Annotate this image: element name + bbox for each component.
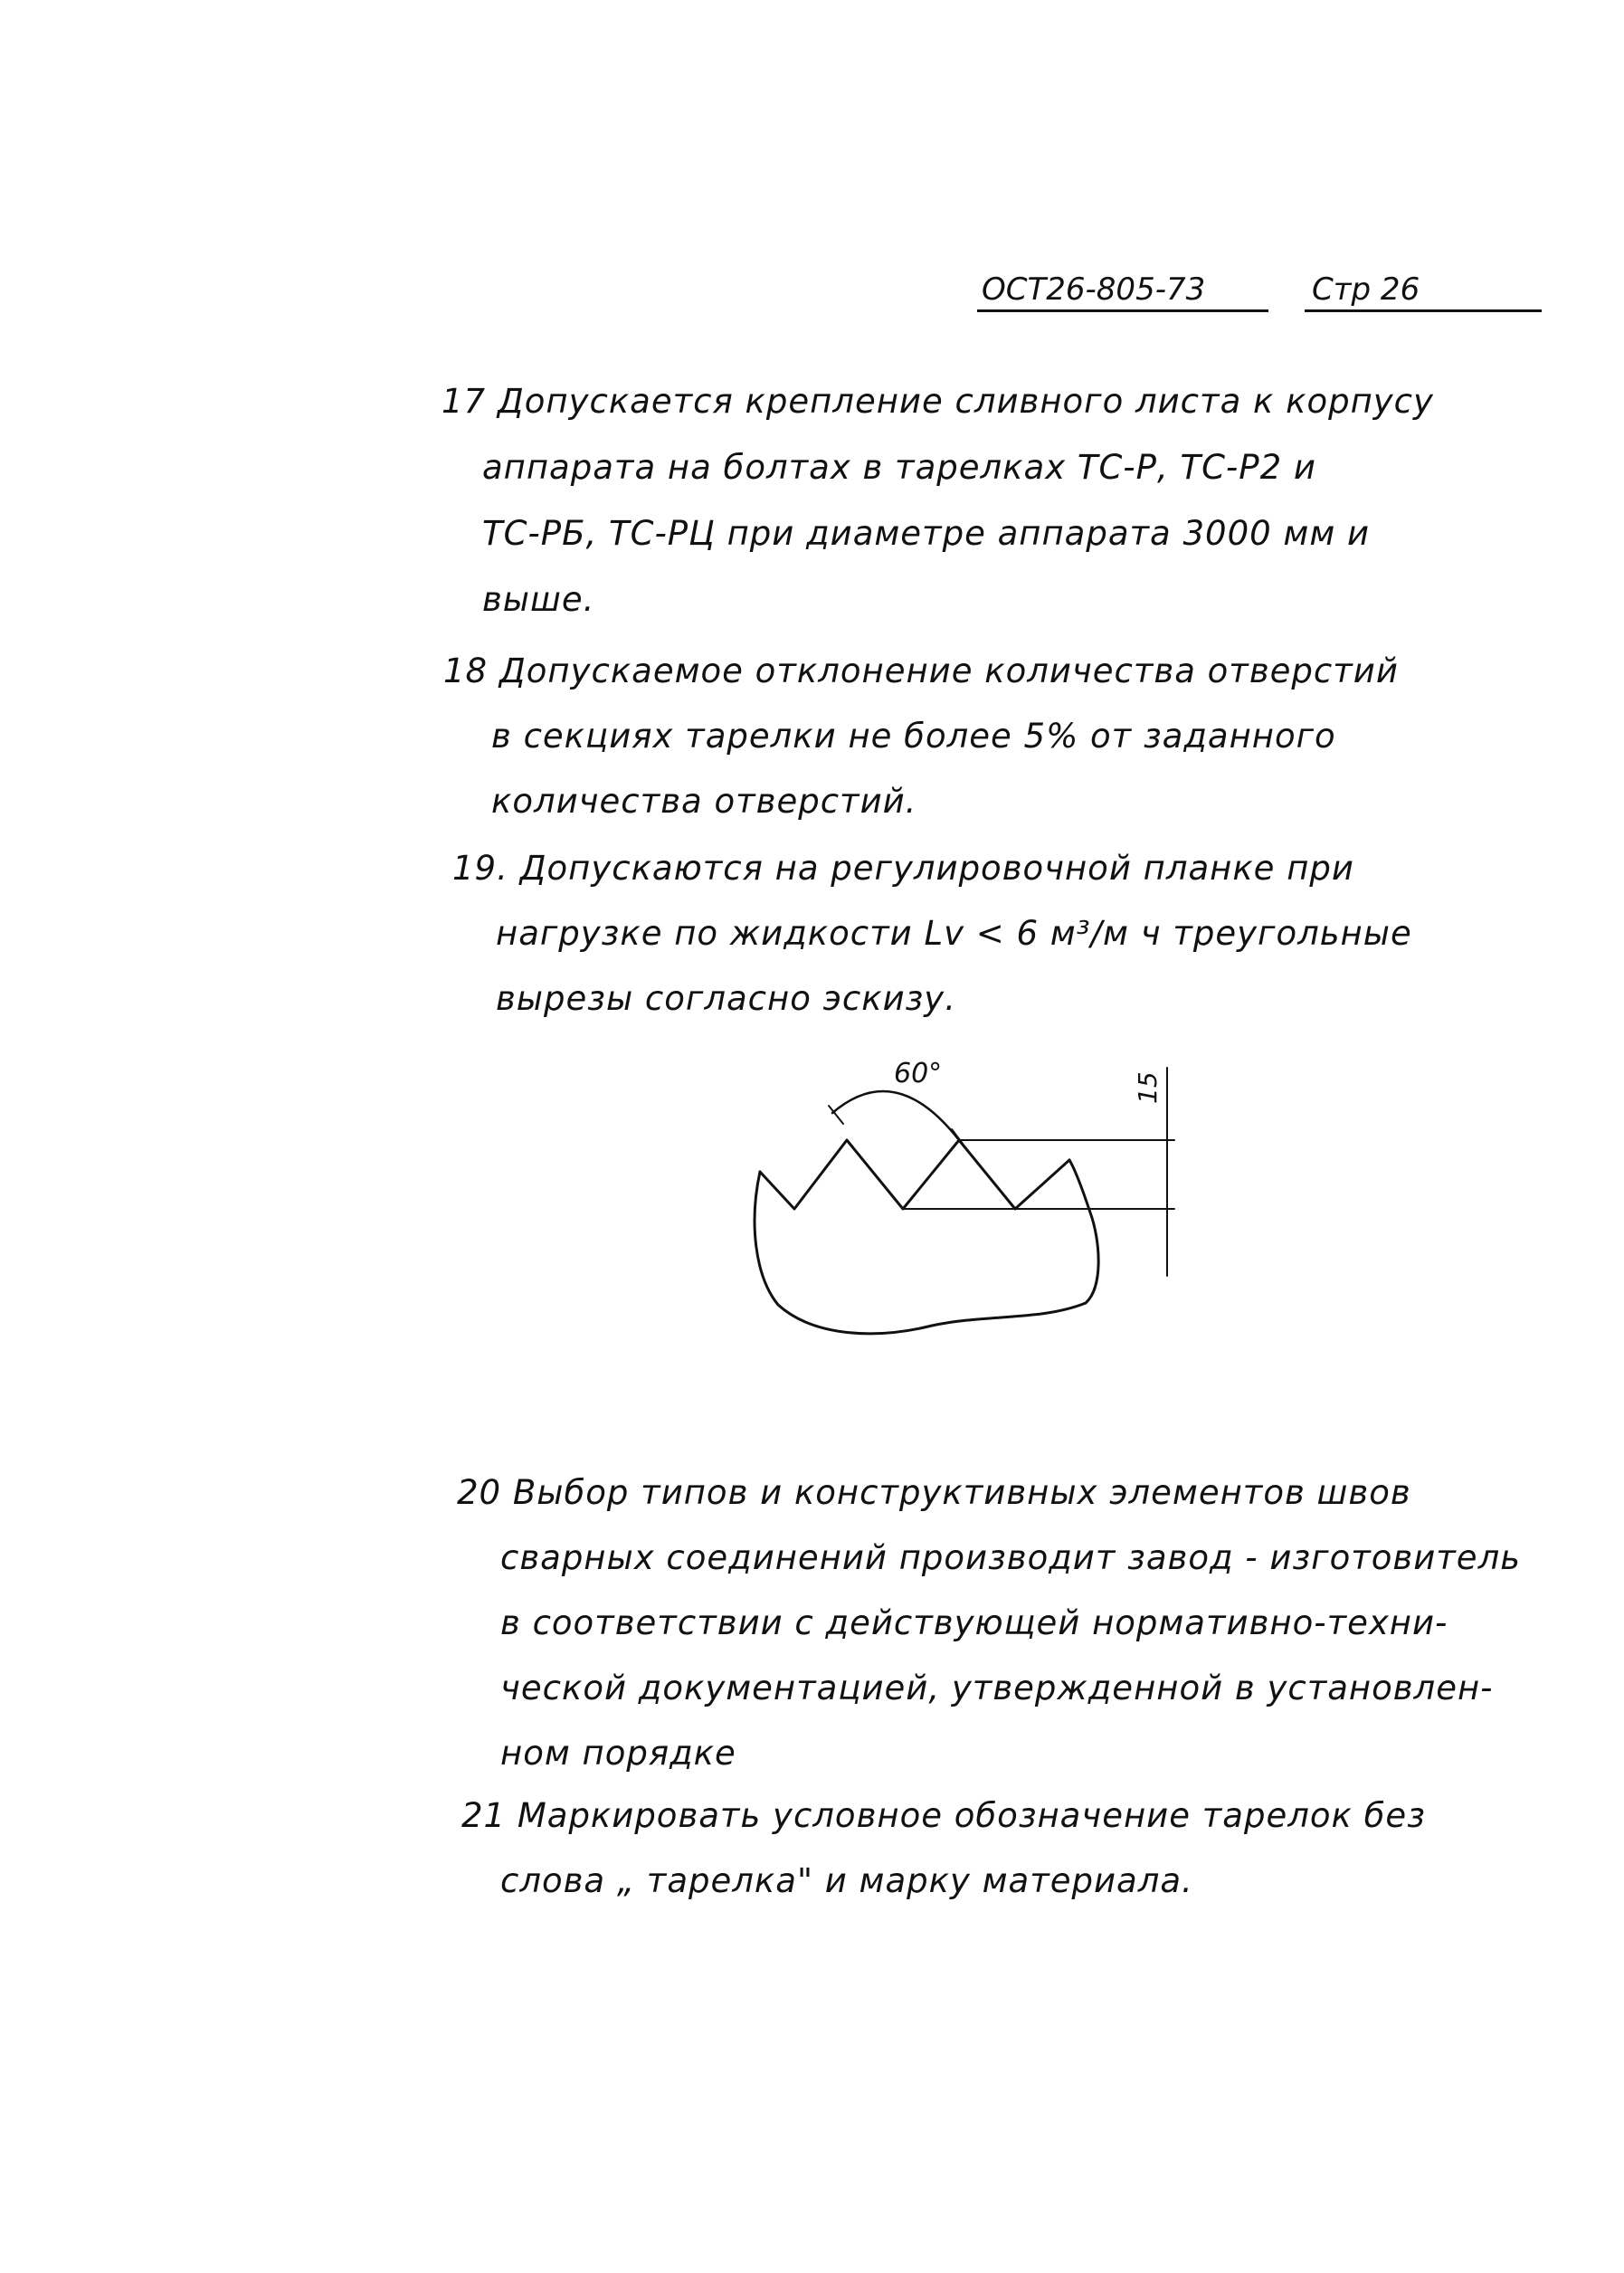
paragraph-20-line-5: ном порядке [500, 1734, 736, 1773]
height-label: 15 [1133, 1071, 1163, 1104]
paragraph-20-line-3: в соответствии с действующей нормативно-техни- [500, 1603, 1448, 1642]
paragraph-20-line-4: ческой документацией, утвержденной в установлен- [500, 1669, 1494, 1707]
paragraph-17-line-1: 17 Допускается крепление сливного листа к корпусу [442, 382, 1434, 421]
angle-tick [829, 1106, 843, 1124]
header-underline [1305, 309, 1542, 312]
angle-label: 60° [894, 1058, 943, 1089]
notch-profile [760, 1140, 1069, 1209]
page-number: Стр 26 [1312, 271, 1420, 308]
document-code: ОСТ26-805-73 [982, 271, 1206, 308]
paragraph-19-line-3: вырезы согласно эскизу. [496, 979, 956, 1018]
paragraph-20-line-2: сварных соединений производит завод - изготовитель [500, 1538, 1522, 1577]
paragraph-19-line-1: 19. Допускаются на регулировочной планке при [452, 849, 1354, 888]
paragraph-20-line-1: 20 Выбор типов и конструктивных элементов швов [457, 1473, 1411, 1512]
angle-arc [832, 1091, 959, 1140]
header-underline [977, 309, 1268, 312]
paragraph-17-line-2: аппарата на болтах в тарелках ТС-Р, ТС-Р2 и [482, 448, 1316, 487]
paragraph-21-line-1: 21 Маркировать условное обозначение тарелок без [461, 1796, 1426, 1835]
paragraph-18-line-1: 18 Допускаемое отклонение количества отверстий [443, 651, 1399, 690]
paragraph-18-line-3: количества отверстий. [491, 782, 917, 821]
paragraph-17-line-3: ТС-РБ, ТС-РЦ при диаметре аппарата 3000 мм и [482, 514, 1371, 553]
paragraph-21-line-2: слова „ тарелка" и марку материала. [500, 1861, 1193, 1900]
paragraph-17-line-4: выше. [482, 580, 595, 619]
paragraph-19-line-2: нагрузке по жидкости Lv < 6 м³/м ч треугольные [496, 914, 1412, 953]
triangular-notch-sketch [742, 1050, 1176, 1375]
break-outline [755, 1160, 1098, 1334]
paragraph-18-line-2: в секциях тарелки не более 5% от заданного [491, 717, 1336, 756]
